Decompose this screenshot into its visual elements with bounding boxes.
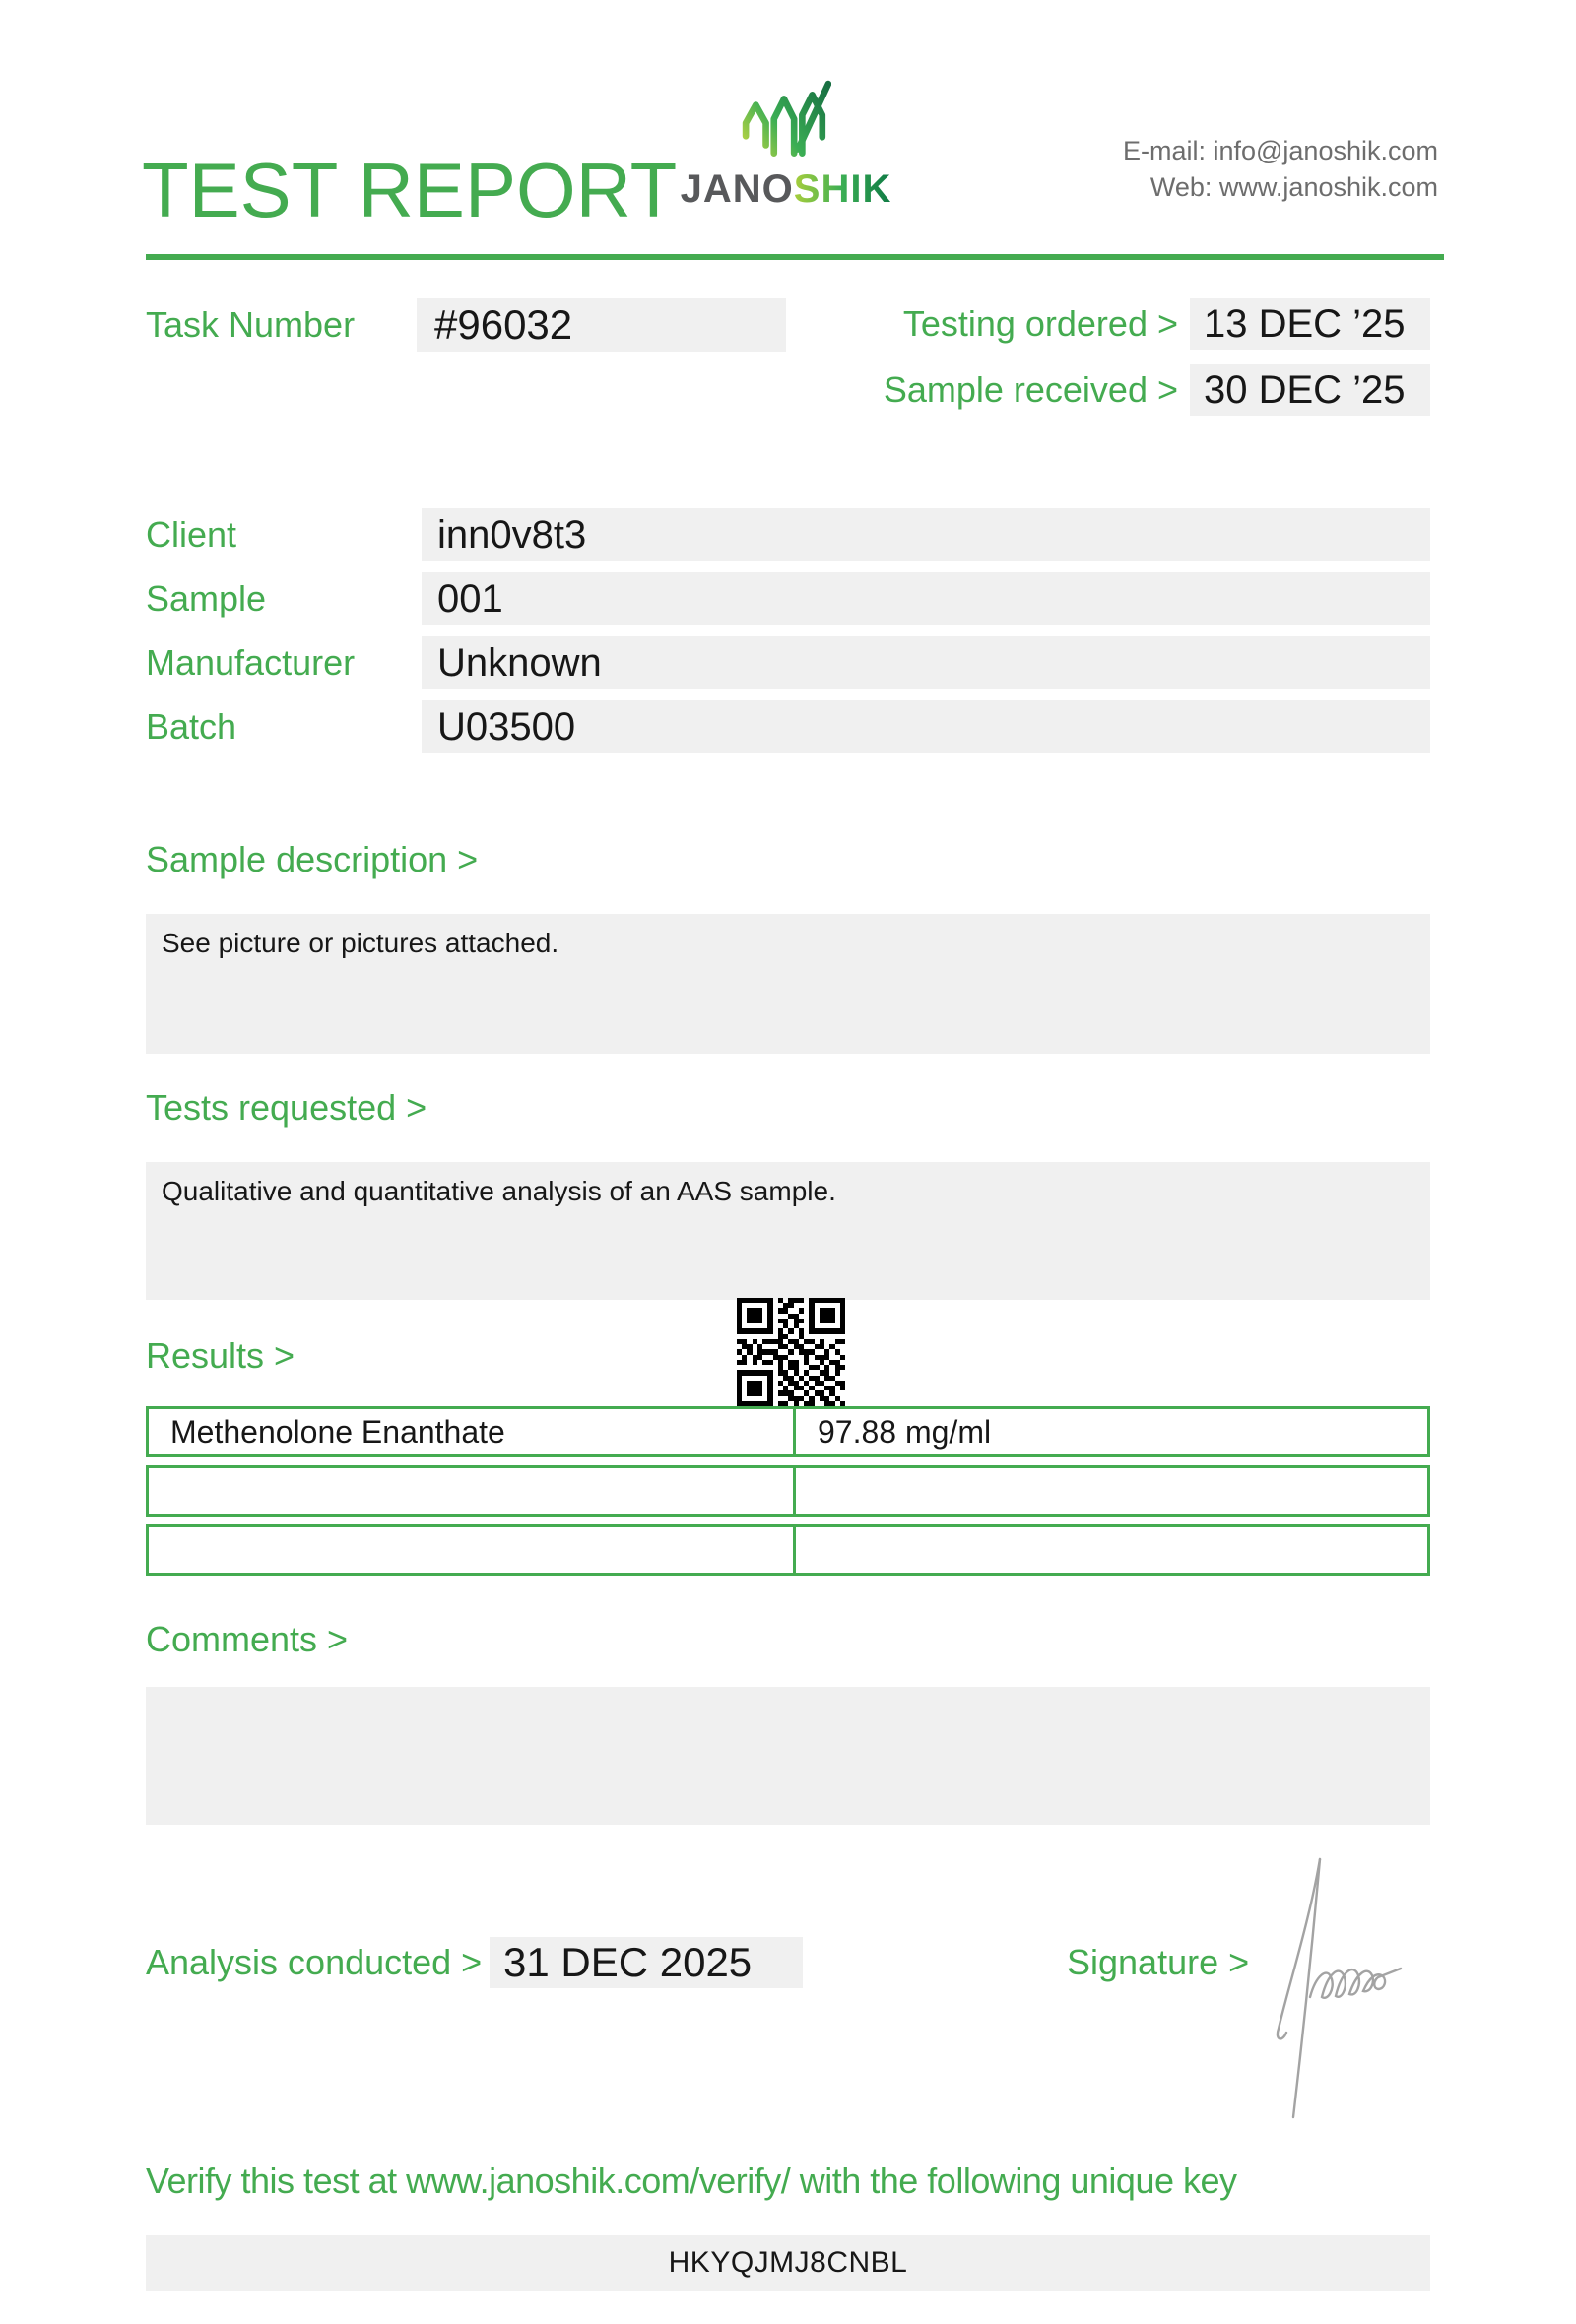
contact-email: E-mail: info@janoshik.com — [1122, 136, 1438, 165]
qr-code — [737, 1298, 845, 1406]
manufacturer-value: Unknown — [422, 636, 1430, 689]
results-table-row — [146, 1524, 1430, 1576]
result-substance-cell: Methenolone Enanthate — [146, 1406, 796, 1457]
sample-label: Sample — [146, 578, 267, 618]
result-substance-cell — [146, 1524, 796, 1576]
results-table-row — [146, 1406, 1430, 1457]
result-substance-cell — [146, 1465, 796, 1517]
contact-block — [1123, 133, 1438, 206]
sample-received-label: Sample received > — [883, 369, 1178, 410]
result-value-cell — [796, 1524, 1430, 1576]
sample-received-value: 30 DEC ’25 — [1190, 364, 1430, 416]
sample-value: 001 — [422, 572, 1430, 625]
verify-text: Verify this test at www.janoshik.com/verify/ with the following unique key — [146, 2161, 1237, 2201]
manufacturer-label: Manufacturer — [146, 642, 356, 682]
batch-value: U03500 — [422, 700, 1430, 753]
result-value-cell — [796, 1465, 1430, 1517]
analysis-conducted-value: 31 DEC 2025 — [490, 1937, 803, 1988]
result-value-cell: 97.88 mg/ml — [796, 1406, 1430, 1457]
tests-requested-text: Qualitative and quantitative analysis of an AAS sample. — [162, 1176, 836, 1206]
contact-web: Web: www.janoshik.com — [1149, 172, 1438, 202]
logo-chart-icon — [741, 79, 831, 169]
tests-requested-box — [146, 1162, 1430, 1300]
batch-label: Batch — [146, 706, 237, 746]
testing-ordered-value: 13 DEC ’25 — [1190, 298, 1430, 350]
sample-description-heading: Sample description > — [146, 839, 479, 879]
client-value: inn0v8t3 — [422, 508, 1430, 561]
task-number-label: Task Number — [146, 304, 356, 345]
page-title: TEST REPORT — [142, 147, 678, 233]
results-heading: Results > — [146, 1335, 296, 1376]
comments-box — [146, 1687, 1430, 1825]
results-table-row — [146, 1465, 1430, 1517]
client-label: Client — [146, 514, 237, 554]
header-divider — [146, 254, 1444, 260]
sample-description-box — [146, 914, 1430, 1054]
testing-ordered-label: Testing ordered > — [902, 303, 1178, 344]
comments-heading: Comments > — [146, 1619, 349, 1659]
logo-wordmark — [680, 167, 892, 212]
logo-wordmark-jano: JANO — [680, 167, 794, 211]
task-number-value: #96032 — [417, 298, 786, 352]
tests-requested-heading: Tests requested > — [146, 1087, 427, 1128]
logo-wordmark-shik: SHIK — [793, 167, 892, 211]
signature-image — [1236, 1840, 1453, 2135]
analysis-conducted-label: Analysis conducted > — [146, 1942, 483, 1982]
sample-description-text: See picture or pictures attached. — [162, 928, 559, 958]
signature-label: Signature > — [1067, 1942, 1250, 1982]
verify-key: HKYQJMJ8CNBL — [146, 2235, 1430, 2291]
